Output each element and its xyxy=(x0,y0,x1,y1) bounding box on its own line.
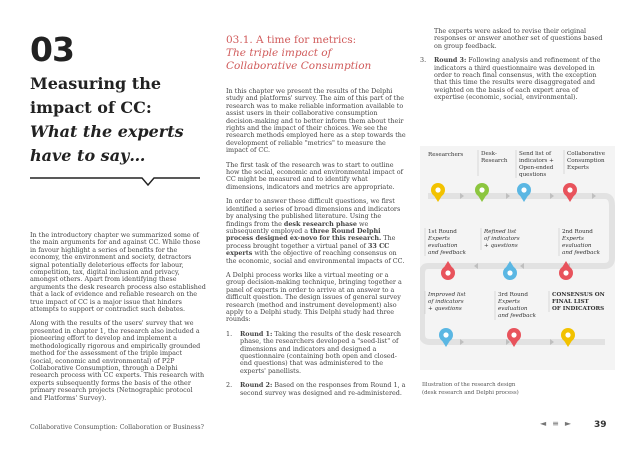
chapter-title-line: Measuring the xyxy=(30,74,161,93)
list-number: 3. xyxy=(420,56,427,65)
diagram-label: evaluation xyxy=(498,306,528,312)
list-item xyxy=(420,57,610,101)
text-run: we subsequently employed a xyxy=(226,219,369,235)
next-page-icon[interactable]: ► xyxy=(564,419,572,428)
list-item xyxy=(226,331,406,375)
diagram-label: Collaborative xyxy=(567,151,606,157)
diagram-label: evaluation xyxy=(562,243,592,249)
chapter-title-line: impact of CC: xyxy=(30,98,152,117)
chapter-title-line: What the experts xyxy=(30,122,184,141)
paragraph xyxy=(226,198,406,265)
menu-icon[interactable]: ≡ xyxy=(552,419,559,428)
chapter-title xyxy=(30,72,200,168)
text-run: Following analysis and refinement of the indicators a third questionnaire was developed in order to reach final consensus, with the exception that this time the results were disaggregated and weighted on the basis of each expert area of expertise (economic, social, environmental). xyxy=(434,56,601,102)
list-text xyxy=(434,57,610,101)
chapter-number: 03 xyxy=(30,30,74,69)
page-number: 39 xyxy=(594,420,607,430)
diagram-label: Consumption xyxy=(567,158,605,164)
diagram-label: 2nd Round xyxy=(562,229,593,235)
research-design-diagram xyxy=(420,146,615,426)
list-item xyxy=(226,382,406,397)
paragraph: In the introductory chapter we summarized some of the main arguments for and against CC. While those in favour highlight a series of benefits for the economy, the environment and society, detractors signal potentially deleterious effects for labour, competition, tax, digital inclusion and privacy, amongst others. Apart from identifying these arguments the desk research process also established that a lack of evidence and reliable research on the true impact of CC is a major issue that hinders attempts to support or contradict such debates. xyxy=(30,231,206,314)
list-text xyxy=(240,331,406,375)
diagram-label: + questions xyxy=(484,243,518,249)
text-run: Taking the results of the desk research phase, the researchers developed a "seed-list" of dimensions and indicators and designed a questionnaire (containing both open and closed-end questions) that was administered to the experts' panellists. xyxy=(240,329,402,375)
paragraph: The first task of the research was to start to outline how the social, economic and environmental impact of CC might be measured and to identify what dimensions, indicators and metrics are appropriate. xyxy=(226,160,403,191)
section-heading-line: Collaborative Consumption xyxy=(226,60,372,72)
paragraph: Along with the results of the users' survey that we presented in chapter 1, the research also included a pioneering effort to develop and implement a methodologically rigorous and empirically grounded method for the assessment of the triple impact (social, economic and environmental) of P2P Collaborative Consumption, through a Delphi research process with CC experts. This research with experts subsequently forms the basis of the other primary research projects (Netnographic protocol and Platforms' Survey). xyxy=(30,319,205,402)
diagram-label: Refined list xyxy=(484,229,517,235)
paragraph: A Delphi process works like a virtual meeting or a group decision-making technique, bringing together a panel of experts in order to arrive at an answer to a difficult question. The design issues of general survey research (method and instrument development) also apply to a Delphi study. This Delphi study had three rounds: xyxy=(226,270,402,324)
diagram-label: of indicators xyxy=(428,299,464,305)
prev-page-icon[interactable]: ◄ xyxy=(540,419,547,428)
diagram-label: Experts xyxy=(428,236,450,242)
text-run: with the objective of reaching consensus on the economic, social and environmental impacts of CC. xyxy=(226,249,405,265)
footer-navigation xyxy=(540,419,571,428)
paragraph: The experts were asked to revise their original responses or answer another set of questions based on group feedback. xyxy=(434,27,603,50)
list-label: Round 3: xyxy=(434,56,467,65)
section-heading xyxy=(226,34,411,73)
paragraph: In this chapter we present the results of the Delphi study and platforms' survey. The aim of this part of the research was to make reliable information available to assist users in their collaborative consumption decision-making and to better inform them about their rights and the impact of their choices. We see the research methods employed here as a step towards the development of reliable "metrics" to measure the impact of CC. xyxy=(226,87,406,155)
footer-publication-title: Collaborative Consumption: Collaboration or Business? xyxy=(30,424,204,431)
right-column xyxy=(420,28,610,109)
list-number: 1. xyxy=(226,329,233,338)
intro-column xyxy=(30,232,206,409)
text-run: The process brought together a virtual panel of xyxy=(226,234,396,250)
diagram-label: questions xyxy=(519,172,547,178)
diagram-label: FINAL LIST xyxy=(552,299,589,305)
list-label: Round 2: xyxy=(240,381,273,390)
diagram-label: Experts xyxy=(567,165,589,171)
diagram-label: + questions xyxy=(428,306,462,312)
caption-line: (desk research and Delphi process) xyxy=(422,390,519,396)
diagram-label: evaluation xyxy=(428,243,458,249)
text-run-bold: 33 CC experts xyxy=(226,241,390,258)
diagram-caption xyxy=(422,382,519,396)
diagram-label: 3rd Round xyxy=(498,292,528,298)
diagram-label: OF INDICATORS xyxy=(552,306,605,312)
diagram-label: and feedback xyxy=(498,313,537,319)
diagram-label: Open-ended xyxy=(519,165,554,171)
list-label: Round 1: xyxy=(240,329,273,338)
diagram-label: Experts xyxy=(562,236,584,242)
text-run: Based on the responses from Round 1, a second survey was designed and re-administered. xyxy=(240,381,406,397)
diagram-label: Desk- xyxy=(481,151,497,157)
diagram-label: and feedback xyxy=(428,250,467,256)
list-number: 2. xyxy=(226,381,233,390)
title-divider xyxy=(30,176,200,188)
caption-line: Illustration of the research design xyxy=(422,382,516,388)
diagram-label: Experts xyxy=(498,299,520,305)
diagram-label: Research xyxy=(481,158,508,164)
diagram-label: Researchers xyxy=(428,152,464,158)
text-run: In order to answer these difficult questions, we first identified a series of broad dimensions and indicators by analysing the published literature. Using the findings from the xyxy=(226,197,401,228)
diagram-label: Improved list xyxy=(428,292,466,298)
diagram-label: Send list of xyxy=(519,151,552,157)
diagram-label: CONSENSUS ON xyxy=(552,292,605,298)
section-heading-line: The triple impact of xyxy=(226,47,332,59)
text-run-bold: three Round Delphi process designed ex-novo for this research. xyxy=(226,226,382,243)
diagram-label: 1st Round xyxy=(428,229,457,235)
text-run-bold: desk research phase xyxy=(283,219,357,228)
section-heading-line: 03.1. A time for metrics: xyxy=(226,34,357,46)
diagram-label: of indicators xyxy=(484,236,520,242)
diagram-label: indicators + xyxy=(519,158,554,164)
list-text xyxy=(240,382,406,397)
chapter-title-line: have to say… xyxy=(30,146,146,165)
diagram-label: and feedback xyxy=(562,250,601,256)
middle-column xyxy=(226,88,406,404)
